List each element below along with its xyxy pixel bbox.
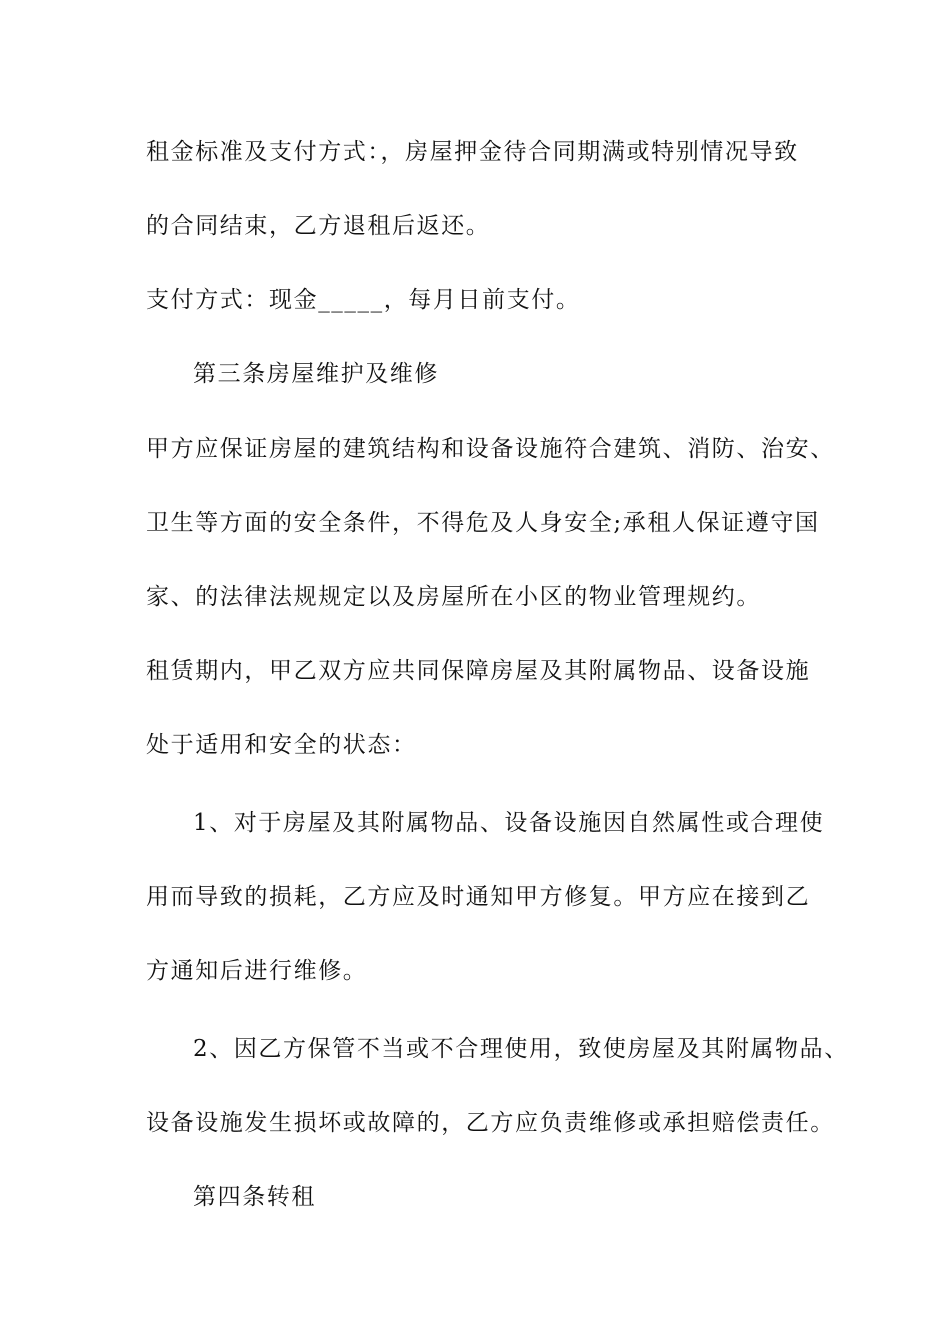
list-item-2-line-1: 2、因乙方保管不当或不合理使用，致使房屋及其附属物品、 <box>193 1036 849 1062</box>
paragraph-line-lease-period-cont: 处于适用和安全的状态： <box>146 732 417 758</box>
list-item-1-line-3: 方通知后进行维修。 <box>146 958 368 984</box>
paragraph-line-rent-standard-cont: 的合同结束，乙方退租后返还。 <box>146 213 491 239</box>
section-heading-article-3: 第三条房屋维护及维修 <box>193 361 439 387</box>
paragraph-line-landlord-duty-cont-1: 卫生等方面的安全条件，不得危及人身安全;承租人保证遵守国 <box>146 510 820 536</box>
list-item-2-line-2: 设备设施发生损坏或故障的，乙方应负责维修或承担赔偿责任。 <box>146 1110 835 1136</box>
list-item-1-line-2: 用而导致的损耗，乙方应及时通知甲方修复。甲方应在接到乙 <box>146 884 811 910</box>
list-item-1-line-1: 1、对于房屋及其附属物品、设备设施因自然属性或合理使 <box>193 810 825 836</box>
paragraph-line-landlord-duty-cont-2: 家、的法律法规规定以及房屋所在小区的物业管理规约。 <box>146 584 761 610</box>
paragraph-line-landlord-duty: 甲方应保证房屋的建筑结构和设备设施符合建筑、消防、治安、 <box>146 436 835 462</box>
section-heading-article-4: 第四条转租 <box>193 1184 316 1210</box>
paragraph-line-rent-standard: 租金标准及支付方式：，房屋押金待合同期满或特别情况导致 <box>146 139 799 165</box>
paragraph-line-lease-period: 租赁期内，甲乙双方应共同保障房屋及其附属物品、设备设施 <box>146 658 811 684</box>
paragraph-line-payment-method: 支付方式：现金_____，每月日前支付。 <box>146 287 581 313</box>
